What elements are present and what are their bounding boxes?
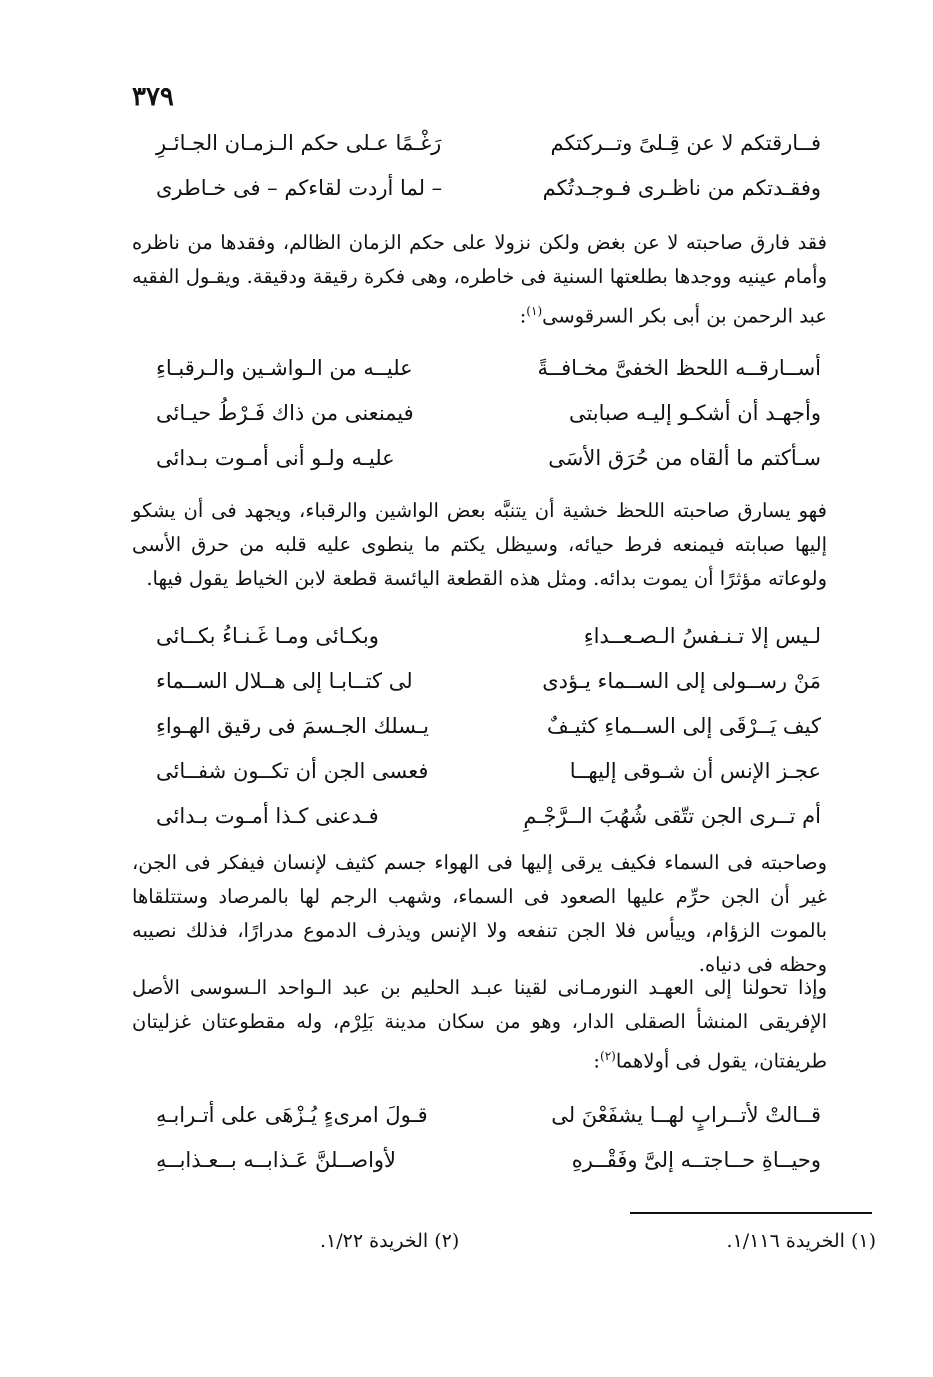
verse-line — [132, 346, 827, 391]
footnote-ref: (١) — [526, 304, 543, 318]
footnote-2: (٢) الخريدة ١/٢٢. — [320, 1230, 460, 1252]
punctuation: : — [519, 304, 527, 328]
verse-second-hemistich: فيمنعنى من ذاك فَـرْطُ حيـائى — [156, 401, 414, 425]
verse-first-hemistich: وأجهـد أن أشكـو إليـه صبابتى — [568, 401, 821, 425]
verse-line — [132, 659, 827, 704]
page-number: ٣٧٩ — [132, 82, 174, 112]
verse-second-hemistich: – لما أردت لقاءكم – فى خـاطرى — [156, 176, 443, 200]
paragraph-text: وإذا تحولنا إلى العهـد النورمـانى لقينا عبـد الحليم بن عبد الـواحد الـسوسى الأصل الإفريقى المنشأ الصقلى الدار، وهو من سكان مدينة بَلِرْم، وله مقطوعتان غزليتان طريفتان، يقول فى أولاهما — [132, 976, 827, 1073]
verse-line — [132, 614, 827, 659]
paragraph-text: وصاحبته فى السماء فكيف يرقى إليها فى الهواء جسم كثيف لإنسان فيفكر فى الجن، غير أن الجن حرِّم عليها الصعود فى السماء، وشهب الرجم لها بالمرصاد وستتلقاها بالموت الزؤام، وييأس فلا الجن تنفعه ولا الإنس ويذرف الدموع مدرارًا، فذلك نصيبه وحظه فى دنياه. — [132, 851, 827, 976]
verse-line — [132, 121, 827, 166]
paragraph-4 — [132, 971, 827, 1079]
verse-second-hemistich: عليـه ولـو أنى أمـوت بـدائى — [156, 446, 395, 470]
verse-group-2 — [132, 346, 827, 481]
verse-second-hemistich: قـولَ امرىءٍ يُـزْهَى على أتـرابـهِ — [156, 1103, 428, 1127]
verse-second-hemistich: فعسى الجن أن تكــون شفــائى — [156, 759, 429, 783]
verse-line — [132, 794, 827, 839]
verse-first-hemistich: فــارقتكم لا عن قِـلىً وتــركتكم — [550, 131, 821, 155]
verse-first-hemistich: عجـز الإنس أن شـوقى إليهــا — [569, 759, 821, 783]
verse-first-hemistich: لـيس إلا تـنـفسُ الـصـعــداءِ — [583, 624, 821, 648]
verse-second-hemistich: فـدعنى كـذا أمـوت بـدائى — [156, 804, 379, 828]
verse-second-hemistich: وبكـائى ومـا غَـنـاءُ بكــائى — [156, 624, 379, 648]
verse-group-1 — [132, 121, 827, 211]
verse-first-hemistich: وفقـدتكم من ناظـرى فـوجـدتُكم — [542, 176, 821, 200]
punctuation: : — [593, 1049, 600, 1073]
footnote-divider — [630, 1212, 872, 1214]
verse-second-hemistich: عليــه من الـواشـين والـرقبـاءِ — [156, 356, 413, 380]
footnotes — [320, 1230, 876, 1252]
verse-line — [132, 749, 827, 794]
footnote-ref: (٢) — [600, 1049, 616, 1063]
verse-line — [132, 166, 827, 211]
verse-line — [132, 1138, 827, 1183]
verse-line — [132, 436, 827, 481]
verse-line — [132, 391, 827, 436]
paragraph-text: فهو يسارق صاحبته اللحظ خشية أن يتنبَّه بعض الواشين والرقباء، ويجهد فى أن يشكو إليها صبابته فيمنعه فرط حيائه، وسيظل يكتم ما ينطوى عليه قلبه من حرق الأسى ولوعاته مؤثرًا أن يموت بدائه. ومثل هذه القطعة اليائسة قطعة لابن الخياط يقول فيها. — [132, 499, 827, 590]
verse-first-hemistich: أســارقــه اللحظ الخفىَّ مخـافــةً — [537, 356, 821, 380]
verse-second-hemistich: يـسلك الجـسمَ فى رقيق الهـواءِ — [156, 714, 429, 738]
footnote-1: (١) الخريدة ١/١١٦. — [726, 1230, 876, 1252]
verse-second-hemistich: لأواصــلنَّ عَـذابــه بــعـذابــهِ — [156, 1148, 397, 1172]
verse-second-hemistich: رَغْـمًا عـلى حكم الـزمـان الجـائـرِ — [156, 131, 442, 155]
paragraph-2 — [132, 494, 827, 596]
verse-first-hemistich: سـأكتم ما ألقاه من حُرَق الأسَى — [548, 446, 821, 470]
verse-first-hemistich: مَنْ رســولى إلى الســماء يـؤدى — [542, 669, 821, 693]
verse-group-3 — [132, 614, 827, 839]
verse-line — [132, 1093, 827, 1138]
verse-group-4 — [132, 1093, 827, 1183]
paragraph-1 — [132, 226, 827, 334]
verse-first-hemistich: أم تــرى الجن تتّقى شُهُبَ الــرَّجْـمِ — [523, 804, 821, 828]
verse-first-hemistich: كيف يَــرْقَى إلى الســماءِ كثيـفٌ — [546, 714, 821, 738]
verse-line — [132, 704, 827, 749]
verse-first-hemistich: قــالتْ لأتــرابٍ لهــا يشفَعْنَ لى — [551, 1103, 821, 1127]
verse-second-hemistich: لى كتــابـا إلى هــلال الســماء — [156, 669, 413, 693]
paragraph-3 — [132, 846, 827, 982]
verse-first-hemistich: وحيــاةِ حــاجتــه إلىَّ وفَقْــرهِ — [571, 1148, 821, 1172]
paragraph-text: فقد فارق صاحبته لا عن بغض ولكن نزولا على حكم الزمان الظالم، وفقدها من ناظره وأمام عينيه ووجدها بطلعتها السنية فى خاطره، وهى فكرة رقيقة ودقيقة. ويقـول الفقيه عبد الرحمن بن أبى بكر السرقوسى — [132, 231, 827, 328]
